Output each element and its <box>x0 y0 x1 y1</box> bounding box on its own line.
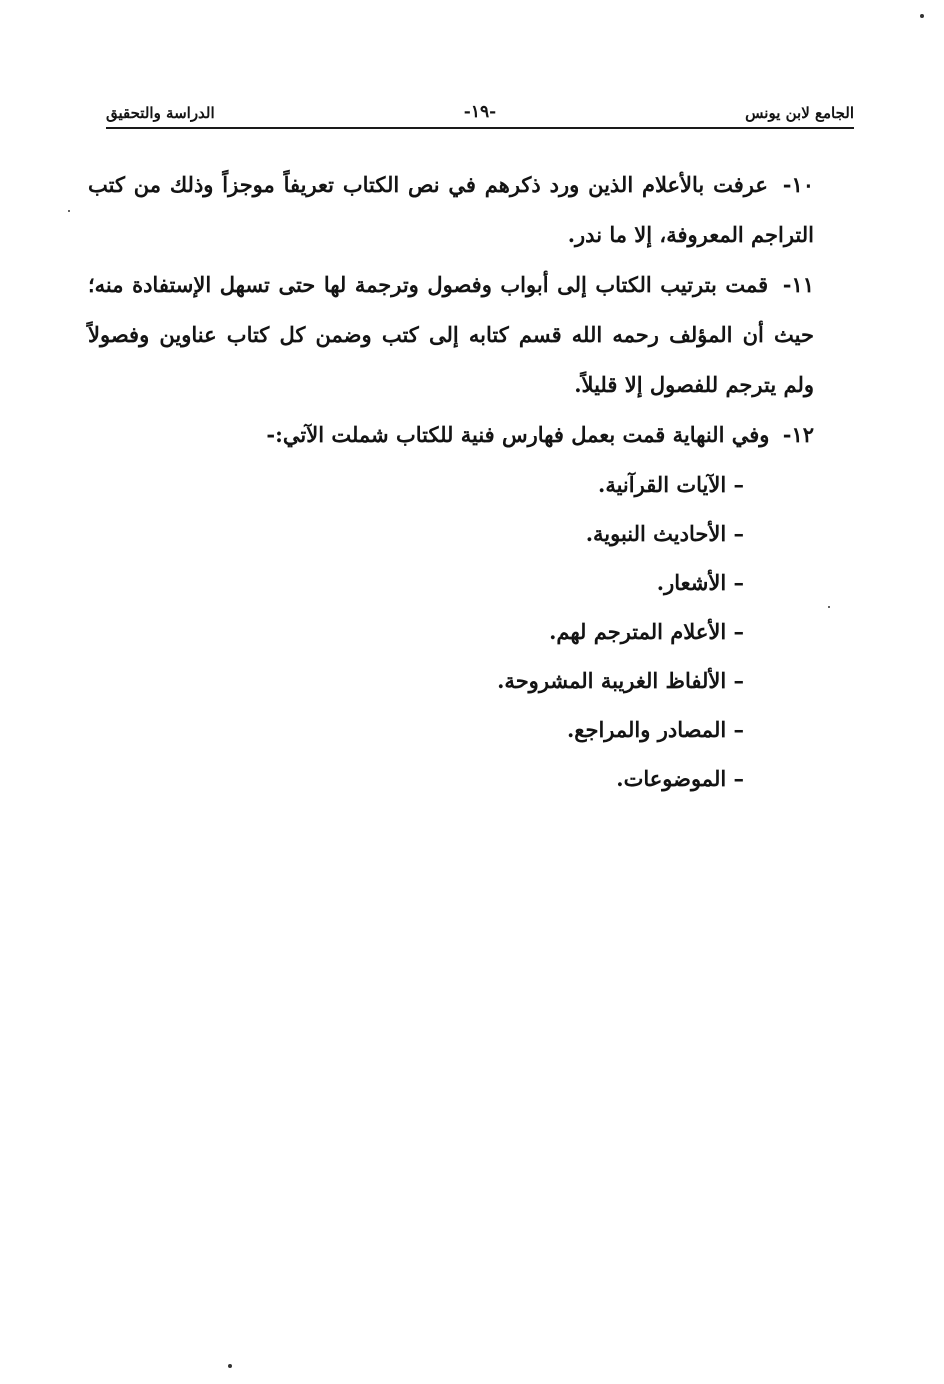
list-item: – الأعلام المترجم لهم. <box>549 619 744 644</box>
body-text <box>88 160 814 803</box>
scan-speck <box>828 606 830 608</box>
header-rule <box>106 127 854 129</box>
header-book-title: الجامع لابن يونس <box>745 104 854 122</box>
list-item: – المصادر والمراجع. <box>566 717 744 742</box>
paragraph-text: قمت بترتيب الكتاب إلى أبواب وفصول وترجمة لها حتى تسهل الإستفادة منه؛ حيث أن المؤلف رحمه الله قسم كتابه إلى كتب وضمن كل كتاب عناوين وفصولاً ولم يترجم للفصول إلا قليلاً. <box>88 272 814 397</box>
scan-speck <box>68 210 70 212</box>
list-item: – الألفاظ الغريبة المشروحة. <box>497 668 744 693</box>
paragraph-10 <box>88 160 814 260</box>
header-section-title: الدراسة والتحقيق <box>106 104 215 122</box>
list-item: – الآيات القرآنية. <box>598 472 744 497</box>
paragraph-text: عرفت بالأعلام الذين ورد ذكرهم في نص الكتاب تعريفاً موجزاً وذلك من كتب التراجم المعروفة، إلا ما ندر. <box>88 172 814 247</box>
paragraph-12 <box>88 410 814 460</box>
running-header <box>106 96 854 130</box>
list-item: – الأحاديث النبوية. <box>585 521 744 546</box>
header-page-number: -١٩- <box>463 102 497 122</box>
paragraph-number: ١٢- <box>782 422 814 447</box>
index-list <box>88 460 814 803</box>
scan-speck <box>920 14 924 18</box>
paragraph-11 <box>88 260 814 410</box>
paragraph-text: وفي النهاية قمت بعمل فهارس فنية للكتاب شملت الآتي:- <box>266 422 770 447</box>
scan-speck <box>228 1364 232 1368</box>
paragraph-number: ١٠- <box>782 172 815 197</box>
list-item: – الموضوعات. <box>616 766 744 791</box>
list-item: – الأشعار. <box>656 570 744 595</box>
paragraph-number: ١١- <box>782 272 815 297</box>
